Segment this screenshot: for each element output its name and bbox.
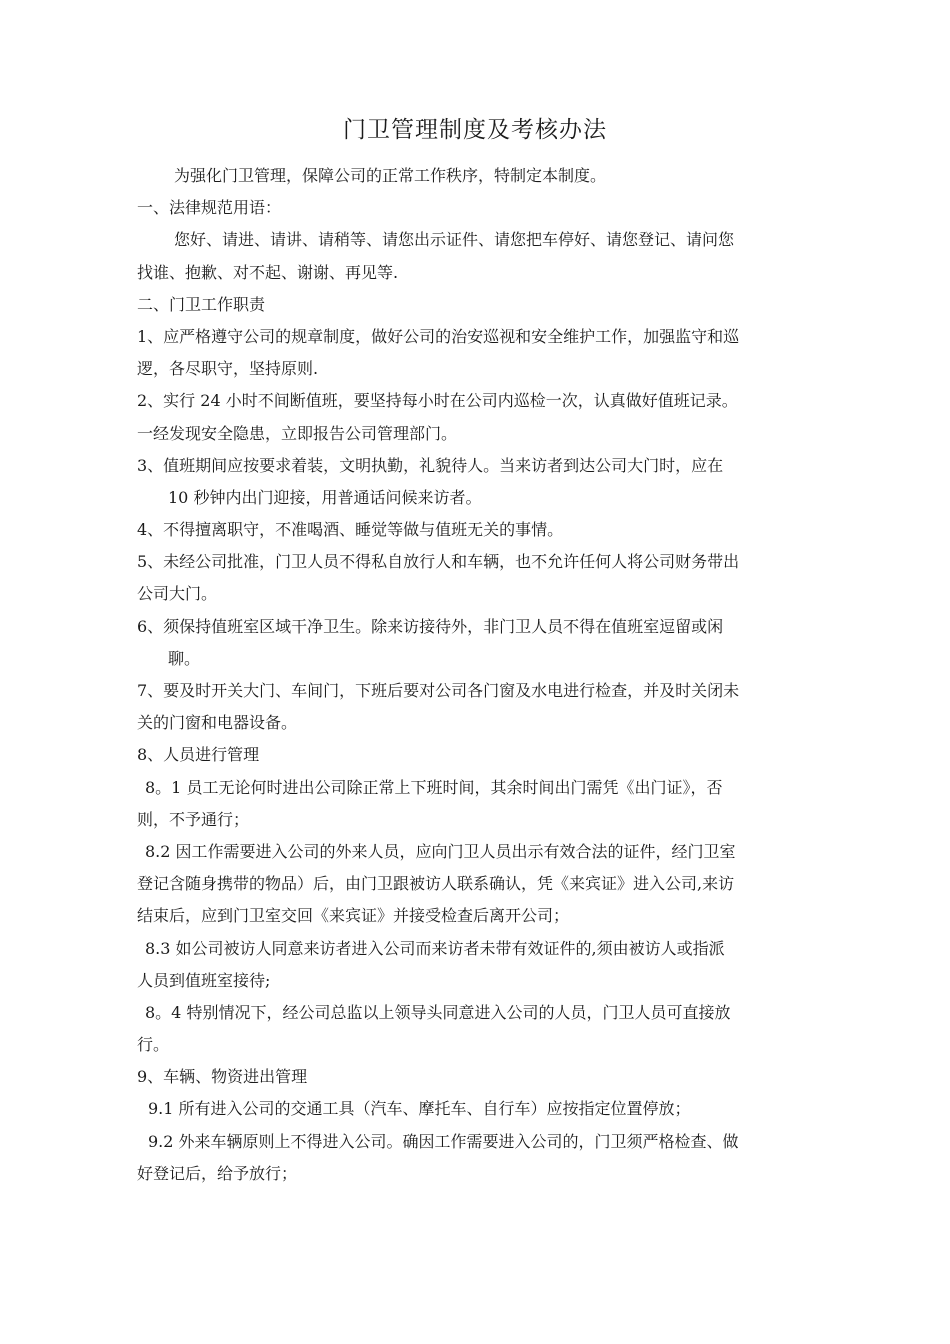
duty-item-6: 6、须保持值班室区域干净卫生。除来访接待外，非门卫人员不得在值班室逗留或闲 bbox=[137, 616, 724, 636]
duty-item-6-cont: 聊。 bbox=[168, 648, 201, 668]
section-heading-8: 8、人员进行管理 bbox=[137, 745, 260, 765]
document-title: 门卫管理制度及考核办法 bbox=[343, 117, 607, 143]
document-body bbox=[137, 160, 822, 1190]
duty-item-5: 5、未经公司批准，门卫人员不得私自放行人和车辆，也不允许任何人将公司财务带出 bbox=[137, 552, 740, 572]
personnel-item-8-2-cont: 登记含随身携带的物品）后，由门卫跟被访人联系确认，凭《来宾证》进入公司,来访 bbox=[137, 874, 735, 894]
duty-item-2-cont: 一经发现安全隐患，立即报告公司管理部门。 bbox=[137, 423, 458, 443]
personnel-item-8-3: 8.3 如公司被访人同意来访者进入公司而来访者未带有效证件的,须由被访人或指派 bbox=[145, 938, 725, 958]
personnel-item-8-4: 8。4 特别情况下，经公司总监以上领导头同意进入公司的人员，门卫人员可直接放 bbox=[145, 1002, 731, 1022]
section-heading-1: 一、法律规范用语： bbox=[137, 198, 282, 218]
duty-item-1: 1、应严格遵守公司的规章制度，做好公司的治安巡视和安全维护工作，加强监守和巡 bbox=[137, 326, 740, 346]
duty-item-1-cont: 逻，各尽职守，坚持原则. bbox=[137, 359, 319, 379]
duty-item-2: 2、实行 24 小时不间断值班，要坚持每小时在公司内巡检一次，认真做好值班记录。 bbox=[137, 391, 738, 411]
section-heading-2: 二、门卫工作职责 bbox=[137, 294, 266, 314]
duty-item-5-cont: 公司大门。 bbox=[137, 584, 218, 604]
personnel-item-8-1: 8。1 员工无论何时进出公司除正常上下班时间，其余时间出门需凭《出门证》，否 bbox=[145, 777, 723, 797]
intro-paragraph: 为强化门卫管理，保障公司的正常工作秩序，特制定本制度。 bbox=[174, 166, 607, 185]
duty-item-7: 7、要及时开关大门、车间门，下班后要对公司各门窗及水电进行检查，并及时关闭未 bbox=[137, 681, 740, 700]
personnel-item-8-4-cont: 行。 bbox=[137, 1035, 170, 1055]
personnel-item-8-2-cont: 结束后，应到门卫室交回《来宾证》并接受检查后离开公司； bbox=[137, 906, 570, 926]
personnel-item-8-1-cont: 则，不予通行； bbox=[137, 809, 250, 829]
duty-item-4: 4、不得擅离职守，不准喝酒、睡觉等做与值班无关的事情。 bbox=[137, 520, 564, 540]
personnel-item-8-2: 8.2 因工作需要进入公司的外来人员，应向门卫人员出示有效合法的证件，经门卫室 bbox=[145, 841, 736, 861]
duty-item-3: 3、值班期间应按要求着装，文明执勤，礼貌待人。当来访者到达公司大门时，应在 bbox=[137, 455, 724, 475]
vehicle-item-9-2: 9.2 外来车辆原则上不得进入公司。确因工作需要进入公司的，门卫须严格检查、做 bbox=[148, 1131, 739, 1151]
vehicle-item-9-1: 9.1 所有进入公司的交通工具（汽车、摩托车、自行车）应按指定位置停放； bbox=[148, 1099, 691, 1119]
section1-line: 找谁、抱歉、对不起、谢谢、再见等. bbox=[137, 262, 399, 282]
section1-line: 您好、请进、请讲、请稍等、请您出示证件、请您把车停好、请您登记、请问您 bbox=[174, 230, 735, 250]
duty-item-7-cont: 关的门窗和电器设备。 bbox=[137, 713, 298, 733]
section-heading-9: 9、车辆、物资进出管理 bbox=[137, 1067, 308, 1087]
personnel-item-8-3-cont: 人员到值班室接待; bbox=[137, 970, 271, 990]
vehicle-item-9-2-cont: 好登记后，给予放行； bbox=[137, 1163, 298, 1183]
duty-item-3-cont: 10 秒钟内出门迎接，用普通话问候来访者。 bbox=[168, 487, 482, 507]
